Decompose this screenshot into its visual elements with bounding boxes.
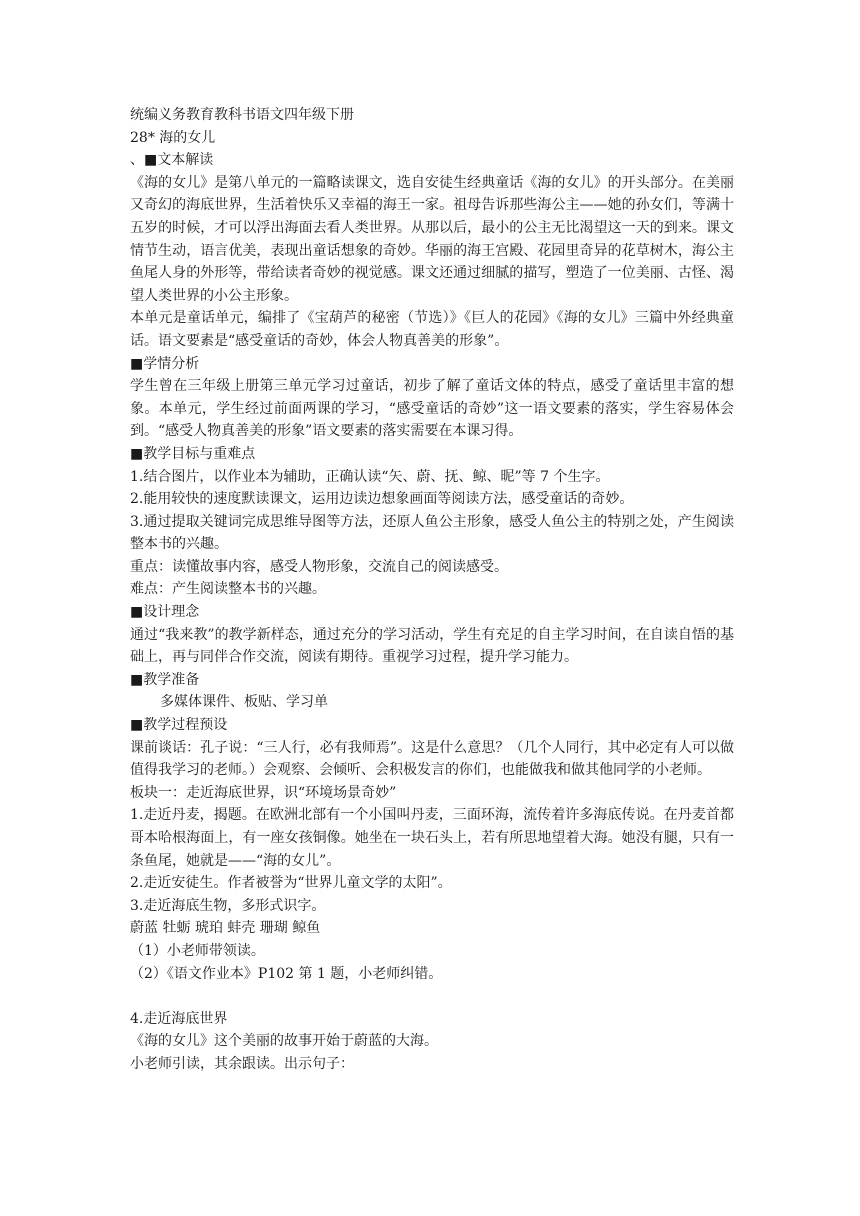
goal-difficulty: 难点：产生阅读整本书的兴趣。 — [130, 581, 326, 598]
paragraph-text-analysis-1: 《海的女儿》是第八单元的一篇略读课文，选自安徒生经典童话《海的女儿》的开头部分。在美丽又奇幻的海底世界，生活着快乐又幸福的海王一家。祖母告诉那些海公主——她的孙女们，等满十五岁的时候，才可以浮出海面去看人类世界。从那以后，最小的公主无比渴望这一天的到来。课文情节生动，语言优美，表现出童话想象的奇妙。华丽的海王宫殿、花园里奇异的花草树木，海公主鱼尾人身的外形等，带给读者奇妙的视觉感。课文还通过细腻的描写，塑造了一位美丽、古怪、渴望人类世界的小公主形象。 — [130, 174, 734, 304]
goal-focus: 重点：读懂故事内容，感受人物形象，交流自己的阅读感受。 — [130, 558, 508, 575]
process-word-list: 蔚蓝 牡蛎 琥珀 蚌壳 珊瑚 鲸鱼 — [130, 920, 321, 937]
section-heading-student-analysis: ■学情分析 — [130, 355, 200, 372]
paragraph-design: 通过“我来教”的教学新样态，通过充分的学习活动，学生有充足的自主学习时间，在自读自悟的基础上，再与同伴合作交流，阅读有期待。重视学习过程，提升学习能力。 — [130, 626, 734, 666]
section-heading-prep: ■教学准备 — [130, 671, 200, 688]
document-header: 统编义务教育教科书语文四年级下册 — [130, 107, 354, 123]
goal-item-2: 2.能用较快的速度默读课文，运用边读边想象画面等阅读方法，感受童话的奇妙。 — [130, 491, 634, 508]
paragraph-prep: 多媒体课件、板贴、学习单 — [160, 694, 328, 711]
paragraph-text-analysis-2: 本单元是童话单元，编排了《宝葫芦的秘密（节选）》《巨人的花园》《海的女儿》三篇中外经典童话。语文要素是“感受童话的奇妙，体会人物真善美的形象”。 — [130, 310, 734, 349]
paragraph-process-intro: 课前谈话：孔子说：“三人行，必有我师焉”。这是什么意思？（几个人同行，其中必定有人可以做值得我学习的老师。）会观察、会倾听、会积极发言的你们，也能做我和做其他同学的小老师。 — [130, 739, 734, 779]
process-step-4: 4.走近海底世界 — [130, 1010, 228, 1027]
section-heading-goals: ■教学目标与重难点 — [130, 445, 256, 462]
process-step-4-paragraph-2: 小老师引读，其余跟读。出示句子： — [130, 1055, 354, 1072]
section-heading-process: ■教学过程预设 — [130, 717, 228, 734]
process-step-2: 2.走近安徒生。作者被誉为“世界儿童文学的太阳”。 — [130, 875, 452, 892]
process-step-4-paragraph-1: 《海的女儿》这个美丽的故事开始于蔚蓝的大海。 — [130, 1033, 438, 1050]
blank-line — [130, 985, 734, 1008]
process-step-1: 1.走近丹麦，揭题。在欧洲北部有一个小国叫丹麦，三面环海，流传着许多海底传说。在丹麦首都哥本哈根海面上，有一座女孩铜像。她坐在一块石头上，若有所思地望着大海。她没有腿，只有一条鱼尾，她就是——“海的女儿”。 — [130, 807, 734, 869]
section-heading-text-analysis: 、■文本解读 — [130, 152, 214, 169]
process-sub-step-1: （1）小老师带领读。 — [130, 942, 265, 959]
goal-item-3: 3.通过提取关键词完成思维导图等方法，还原人鱼公主形象，感受人鱼公主的特别之处，产生阅读整本书的兴趣。 — [130, 513, 734, 553]
process-block-1-title: 板块一：走近海底世界，识“环境场景奇妙” — [130, 784, 397, 801]
goal-item-1: 1.结合图片，以作业本为辅助，正确认读“矢、蔚、抚、鲸、昵”等 7 个生字。 — [130, 468, 610, 485]
process-sub-step-2: （2）《语文作业本》P102 第 1 题，小老师纠错。 — [130, 965, 443, 982]
lesson-title: 28* 海的女儿 — [130, 129, 216, 146]
section-heading-design: ■设计理念 — [130, 604, 200, 621]
document-page — [130, 104, 734, 1076]
paragraph-student-analysis: 学生曾在三年级上册第三单元学习过童话，初步了解了童话文体的特点，感受了童话里丰富的想象。本单元，学生经过前面两课的学习，“感受童话的奇妙”这一语文要素的落实，学生容易体会到。“感受人物真善美的形象”语文要素的落实需要在本课习得。 — [130, 378, 734, 440]
process-step-3: 3.走近海底生物，多形式识字。 — [130, 897, 326, 914]
